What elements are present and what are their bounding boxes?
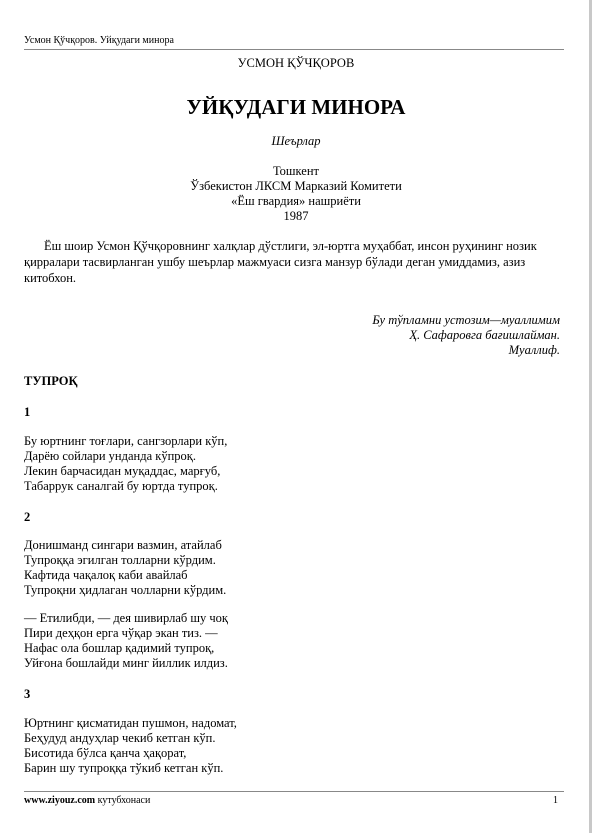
footer-credit xyxy=(24,795,150,807)
verse-line: Нафас ола бошлар қадимий тупроқ, xyxy=(24,641,215,655)
stanza xyxy=(24,538,226,598)
dedication-block xyxy=(372,313,560,358)
book-title: УЙҚУДАГИ МИНОРА xyxy=(186,95,406,119)
verse-line: Кафтида чақалоқ каби авайлаб xyxy=(24,568,188,582)
verse-line: Дарёю сойлари унданда кўпроқ. xyxy=(24,449,196,463)
dedication-line: Ҳ. Сафаровга бағишлайман. xyxy=(409,328,560,342)
verse-line: Юртнинг қисматидан пушмон, надомат, xyxy=(24,716,237,730)
author-name: УСМОН ҚЎЧҚОРОВ xyxy=(237,56,355,70)
imprint-publisher: «Ёш гвардия» нашриёти xyxy=(231,194,361,208)
poem-number: 3 xyxy=(24,687,31,701)
verse-line: Табаррук саналгай бу юртда тупроқ. xyxy=(24,479,218,493)
header-rule xyxy=(24,49,564,50)
verse-line: Уйғона бошлайди минг йиллик илдиз. xyxy=(24,656,228,670)
verse-line: — Етилибди, — дея шивирлаб шу чоқ xyxy=(24,611,228,625)
imprint-city: Тошкент xyxy=(272,164,320,178)
verse-line: Лекин барчасидан муқаддас, марғуб, xyxy=(24,464,221,478)
page-number: 1 xyxy=(553,795,558,806)
section-title: ТУПРОҚ xyxy=(24,374,78,388)
footer-library: кутубхонаси xyxy=(95,795,151,806)
verse-line: Барин шу тупроққа тўкиб кетган кўп. xyxy=(24,761,224,775)
dedication-line: Бу тўпламни устозим—муаллимим xyxy=(372,313,560,327)
dedication-signature: Муаллиф. xyxy=(508,343,560,357)
poem-number: 2 xyxy=(24,510,31,524)
verse-line: Бисотида бўлса қанча ҳақорат, xyxy=(24,746,187,760)
imprint-block xyxy=(0,164,592,224)
verse-line: Бу юртнинг тоғлари, сангзорлари кўп, xyxy=(24,434,228,448)
stanza xyxy=(24,434,227,494)
stanza xyxy=(24,716,237,776)
running-header: Усмон Қўчқоров. Уйқудаги минора xyxy=(24,35,174,46)
verse-line: Донишманд сингари вазмин, атайлаб xyxy=(24,538,222,552)
imprint-committee: Ўзбекистон ЛКСМ Марказий Комитети xyxy=(190,179,402,193)
verse-line: Беҳудуд андуҳлар чекиб кетган кўп. xyxy=(24,731,216,745)
intro-paragraph: Ёш шоир Усмон Қўчқоровнинг халқлар дўстлиги, эл-юртга муҳаббат, инсон руҳининг нозик қирралари тасвирланган ушбу шеърлар мажмуаси сизга манзур бўлади деган умиддамиз, азиз китобхон. xyxy=(24,239,537,285)
stanza xyxy=(24,611,228,671)
footer-site-link[interactable]: www.ziyouz.com xyxy=(24,795,96,806)
imprint-year: 1987 xyxy=(283,209,309,223)
verse-line: Тупроққа эгилган толларни кўрдим. xyxy=(24,553,216,567)
verse-line: Пири деҳқон ерга чўқар экан тиз. — xyxy=(24,626,218,640)
footer-rule xyxy=(24,791,564,792)
verse-line: Тупроқни ҳидлаган чолларни кўрдим. xyxy=(24,583,227,597)
poem-number: 1 xyxy=(24,405,31,419)
book-genre: Шеърлар xyxy=(271,134,321,148)
